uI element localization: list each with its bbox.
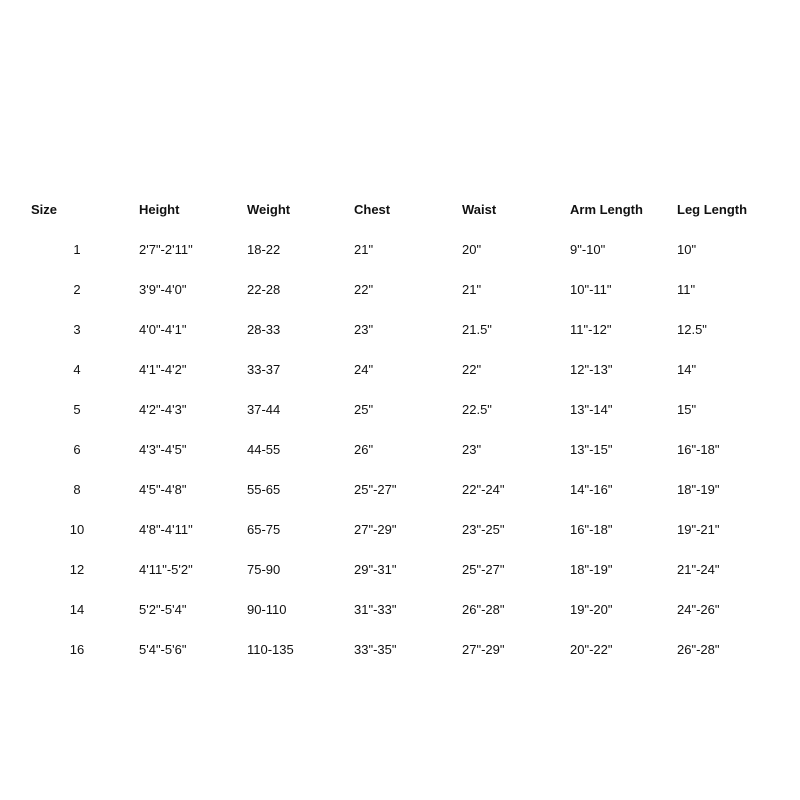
cell-arm-length: 13"-14" bbox=[570, 402, 613, 417]
cell-size: 10 bbox=[69, 522, 85, 537]
cell-height: 4'3"-4'5" bbox=[139, 442, 187, 457]
table-body bbox=[0, 230, 800, 670]
cell-size: 14 bbox=[69, 602, 85, 617]
cell-arm-length: 19"-20" bbox=[570, 602, 613, 617]
table-row bbox=[0, 590, 800, 630]
cell-size: 3 bbox=[73, 322, 81, 337]
cell-leg-length: 26"-28" bbox=[677, 642, 720, 657]
cell-weight: 75-90 bbox=[247, 562, 281, 577]
cell-waist: 23"-25" bbox=[462, 522, 505, 537]
cell-weight: 37-44 bbox=[247, 402, 281, 417]
cell-leg-length: 19"-21" bbox=[677, 522, 720, 537]
table-header-row bbox=[0, 190, 800, 230]
cell-chest: 25" bbox=[354, 402, 374, 417]
cell-chest: 26" bbox=[354, 442, 374, 457]
cell-waist: 25"-27" bbox=[462, 562, 505, 577]
cell-weight: 18-22 bbox=[247, 242, 281, 257]
cell-chest: 31"-33" bbox=[354, 602, 397, 617]
cell-leg-length: 11" bbox=[677, 282, 696, 297]
cell-size: 12 bbox=[69, 562, 85, 577]
table-row bbox=[0, 390, 800, 430]
cell-leg-length: 15" bbox=[677, 402, 697, 417]
cell-chest: 22" bbox=[354, 282, 374, 297]
cell-weight: 22-28 bbox=[247, 282, 281, 297]
cell-size: 5 bbox=[73, 402, 81, 417]
cell-height: 4'2"-4'3" bbox=[139, 402, 187, 417]
cell-arm-length: 11"-12" bbox=[570, 322, 612, 337]
table-row bbox=[0, 630, 800, 670]
cell-weight: 33-37 bbox=[247, 362, 281, 377]
cell-waist: 23" bbox=[462, 442, 482, 457]
cell-height: 4'1"-4'2" bbox=[139, 362, 187, 377]
cell-leg-length: 14" bbox=[677, 362, 697, 377]
header-size: Size bbox=[31, 202, 58, 217]
cell-arm-length: 10"-11" bbox=[570, 282, 612, 297]
cell-waist: 20" bbox=[462, 242, 482, 257]
cell-height: 4'8"-4'11" bbox=[139, 522, 193, 537]
cell-height: 4'11"-5'2" bbox=[139, 562, 193, 577]
cell-weight: 110-135 bbox=[247, 642, 294, 657]
cell-size: 2 bbox=[73, 282, 81, 297]
cell-waist: 27"-29" bbox=[462, 642, 505, 657]
cell-height: 2'7"-2'11" bbox=[139, 242, 193, 257]
cell-height: 4'0"-4'1" bbox=[139, 322, 187, 337]
header-waist: Waist bbox=[462, 202, 497, 217]
cell-chest: 29"-31" bbox=[354, 562, 397, 577]
cell-chest: 21" bbox=[354, 242, 374, 257]
cell-height: 4'5"-4'8" bbox=[139, 482, 187, 497]
cell-chest: 25"-27" bbox=[354, 482, 397, 497]
table-row bbox=[0, 230, 800, 270]
cell-size: 4 bbox=[73, 362, 81, 377]
cell-weight: 44-55 bbox=[247, 442, 281, 457]
cell-weight: 28-33 bbox=[247, 322, 281, 337]
cell-height: 3'9"-4'0" bbox=[139, 282, 187, 297]
table-row bbox=[0, 310, 800, 350]
cell-waist: 22.5" bbox=[462, 402, 492, 417]
cell-size: 6 bbox=[73, 442, 81, 457]
table-row bbox=[0, 550, 800, 590]
cell-chest: 33"-35" bbox=[354, 642, 397, 657]
cell-leg-length: 18"-19" bbox=[677, 482, 720, 497]
cell-arm-length: 12"-13" bbox=[570, 362, 613, 377]
cell-waist: 22"-24" bbox=[462, 482, 505, 497]
cell-waist: 22" bbox=[462, 362, 482, 377]
cell-arm-length: 9"-10" bbox=[570, 242, 606, 257]
cell-waist: 26"-28" bbox=[462, 602, 505, 617]
table-row bbox=[0, 350, 800, 390]
header-arm-length: Arm Length bbox=[570, 202, 643, 217]
size-chart-table bbox=[0, 190, 800, 670]
cell-chest: 24" bbox=[354, 362, 374, 377]
header-height: Height bbox=[139, 202, 180, 217]
cell-leg-length: 12.5" bbox=[677, 322, 707, 337]
header-chest: Chest bbox=[354, 202, 391, 217]
cell-leg-length: 16"-18" bbox=[677, 442, 720, 457]
cell-size: 1 bbox=[73, 242, 81, 257]
cell-weight: 90-110 bbox=[247, 602, 287, 617]
cell-waist: 21.5" bbox=[462, 322, 492, 337]
cell-leg-length: 10" bbox=[677, 242, 697, 257]
cell-height: 5'2"-5'4" bbox=[139, 602, 187, 617]
cell-arm-length: 16"-18" bbox=[570, 522, 613, 537]
cell-leg-length: 24"-26" bbox=[677, 602, 720, 617]
header-leg-length: Leg Length bbox=[677, 202, 748, 217]
table-row bbox=[0, 470, 800, 510]
cell-arm-length: 13"-15" bbox=[570, 442, 613, 457]
table-row bbox=[0, 270, 800, 310]
table-row bbox=[0, 430, 800, 470]
cell-weight: 55-65 bbox=[247, 482, 281, 497]
cell-size: 8 bbox=[73, 482, 81, 497]
header-weight: Weight bbox=[247, 202, 291, 217]
cell-arm-length: 14"-16" bbox=[570, 482, 613, 497]
cell-arm-length: 20"-22" bbox=[570, 642, 613, 657]
cell-arm-length: 18"-19" bbox=[570, 562, 613, 577]
cell-chest: 23" bbox=[354, 322, 374, 337]
table-row bbox=[0, 510, 800, 550]
cell-waist: 21" bbox=[462, 282, 482, 297]
cell-weight: 65-75 bbox=[247, 522, 281, 537]
cell-chest: 27"-29" bbox=[354, 522, 397, 537]
cell-height: 5'4"-5'6" bbox=[139, 642, 187, 657]
cell-leg-length: 21"-24" bbox=[677, 562, 720, 577]
cell-size: 16 bbox=[69, 642, 85, 657]
